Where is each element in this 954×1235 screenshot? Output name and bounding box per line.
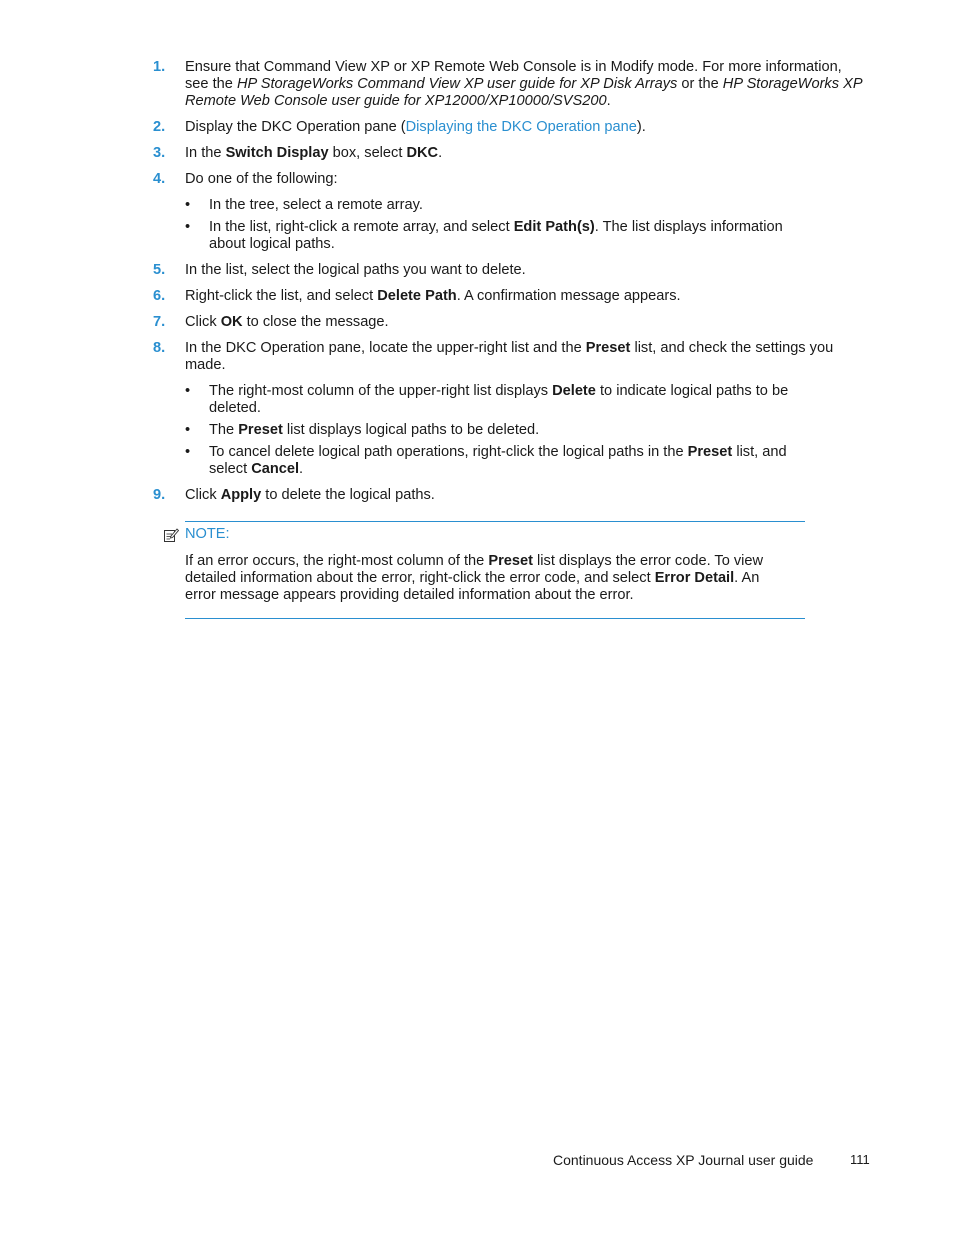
bold-term: Preset [687, 444, 733, 460]
text-run: The [209, 422, 239, 438]
step-text [185, 59, 865, 110]
step-item [0, 119, 865, 136]
text-run: Click [185, 487, 221, 503]
text-run: To cancel delete logical path operations, right-click the logical paths in the [209, 444, 688, 460]
sub-bullet-list [185, 197, 865, 253]
step-number: 5. [153, 262, 166, 278]
step-text [185, 340, 865, 374]
bullet-icon: • [185, 219, 191, 235]
text-run: If an error occurs, the right-most column of the [185, 553, 489, 569]
footer-title: Continuous Access XP Journal user guide [553, 1152, 814, 1168]
text-run: list displays logical paths to be deleted. [282, 422, 540, 438]
step-item [0, 59, 865, 110]
text-run: Ensure that Command View XP or XP Remote Web Console is in Modify mode. For more information, see the [185, 59, 842, 92]
text-run: . A confirmation message appears. [456, 288, 681, 304]
bold-term: Apply [220, 487, 262, 503]
text-run: In the list, select the logical paths you want to delete. [185, 262, 526, 278]
step-text [185, 288, 865, 305]
bold-term: Switch Display [225, 145, 329, 161]
text-run: . [299, 461, 304, 477]
page-number: 111 [850, 1152, 870, 1167]
text-run: list, and select [209, 444, 787, 477]
sub-bullet-text [209, 219, 783, 252]
sub-bullet-text [209, 197, 423, 213]
text-run: . [438, 145, 443, 161]
cross-reference-link[interactable]: Displaying the DKC Operation pane [405, 119, 637, 135]
step-item [0, 314, 865, 331]
step-item [0, 288, 865, 305]
bold-term: Cancel [251, 461, 300, 477]
bullet-icon: • [185, 422, 191, 438]
text-run: . [606, 93, 611, 109]
bold-term: Preset [585, 340, 631, 356]
text-run: . An error message appears providing detailed information about the error. [185, 570, 760, 603]
bold-term: Delete Path [377, 288, 457, 304]
bold-term: Preset [238, 422, 283, 438]
text-run: to delete the logical paths. [261, 487, 435, 503]
document-title-reference: HP StorageWorks Command View XP user guide for XP Disk Arrays [236, 76, 678, 92]
bold-term: Edit Path(s) [513, 219, 595, 235]
bullet-icon: • [185, 444, 191, 460]
step-number: 1. [153, 59, 166, 75]
text-run: list displays the error code. To view detailed information about the error, right-click the error code, and select [185, 553, 764, 586]
step-item [0, 340, 865, 478]
text-run: Display the DKC Operation pane ( [185, 119, 406, 135]
note-label: NOTE: [185, 526, 230, 542]
text-run: The right-most column of the upper-right list displays [209, 383, 553, 399]
step-item [0, 171, 865, 253]
text-run: In the [185, 145, 226, 161]
bold-term: Preset [488, 553, 533, 569]
step-text [185, 119, 865, 136]
text-run: box, select [328, 145, 407, 161]
text-run: Right-click the list, and select [185, 288, 378, 304]
step-text [185, 262, 865, 279]
sub-bullet-item [185, 383, 809, 417]
bullet-icon: • [185, 383, 191, 399]
text-run: ). [636, 119, 646, 135]
text-run: to indicate logical paths to be deleted. [209, 383, 789, 416]
text-run: list, and check the settings you made. [185, 340, 834, 373]
sub-bullet-text [209, 383, 788, 416]
note-body [185, 553, 775, 604]
step-text [185, 171, 865, 188]
step-number: 2. [153, 119, 166, 135]
text-run: Click [185, 314, 221, 330]
step-text [185, 314, 865, 331]
text-run: to close the message. [242, 314, 389, 330]
sub-bullet-item [185, 422, 809, 439]
note-header [185, 526, 805, 546]
step-item [0, 262, 865, 279]
note-pencil-icon [163, 527, 179, 543]
bold-term: Delete [552, 383, 596, 399]
step-number: 3. [153, 145, 166, 161]
step-number: 4. [153, 171, 166, 187]
bold-term: DKC [406, 145, 439, 161]
document-title-reference: HP StorageWorks XP Remote Web Console user guide for XP12000/XP10000/SVS200 [185, 76, 863, 109]
bold-term: OK [220, 314, 243, 330]
sub-bullet-item [185, 197, 809, 214]
step-text [185, 487, 865, 504]
sub-bullet-text [209, 422, 539, 438]
text-run: Do one of the following: [185, 171, 338, 187]
procedure-steps [0, 59, 954, 513]
step-item [0, 487, 865, 504]
sub-bullet-item [185, 444, 809, 478]
step-number: 8. [153, 340, 166, 356]
step-item [0, 145, 865, 162]
bold-term: Error Detail [654, 570, 735, 586]
text-run: or the [677, 76, 723, 92]
text-run: In the list, right-click a remote array, and select [209, 219, 514, 235]
step-number: 7. [153, 314, 166, 330]
text-run: In the DKC Operation pane, locate the upper-right list and the [185, 340, 586, 356]
sub-bullet-item [185, 219, 809, 253]
sub-bullet-list [185, 383, 865, 478]
text-run: In the tree, select a remote array. [209, 197, 423, 213]
step-number: 6. [153, 288, 166, 304]
note-box [185, 521, 805, 619]
bullet-icon: • [185, 197, 191, 213]
step-text [185, 145, 865, 162]
step-number: 9. [153, 487, 166, 503]
text-run: . The list displays information about logical paths. [209, 219, 783, 252]
sub-bullet-text [209, 444, 787, 477]
